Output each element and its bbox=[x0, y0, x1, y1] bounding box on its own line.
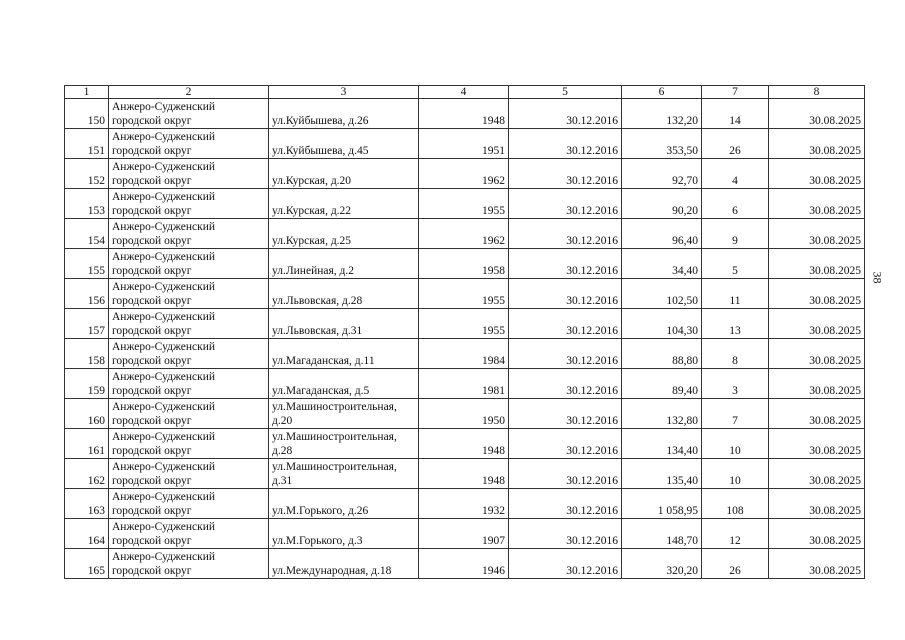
deadline-date-cell: 30.08.2025 bbox=[769, 309, 865, 339]
area-cell: 89,40 bbox=[622, 369, 702, 399]
residents-count-cell: 4 bbox=[702, 159, 769, 189]
inclusion-date-cell: 30.12.2016 bbox=[509, 219, 622, 249]
municipality-cell: Анжеро-Судженский городской округ bbox=[109, 459, 269, 489]
address-cell: ул.Куйбышева, д.26 bbox=[269, 99, 419, 129]
build-year-cell: 1948 bbox=[419, 459, 509, 489]
build-year-cell: 1907 bbox=[419, 519, 509, 549]
residents-count-cell: 26 bbox=[702, 129, 769, 159]
residents-count-cell: 6 bbox=[702, 189, 769, 219]
residents-count-cell: 10 bbox=[702, 459, 769, 489]
residents-count-cell: 9 bbox=[702, 219, 769, 249]
area-cell: 1 058,95 bbox=[622, 489, 702, 519]
inclusion-date-cell: 30.12.2016 bbox=[509, 279, 622, 309]
residents-count-cell: 13 bbox=[702, 309, 769, 339]
build-year-cell: 1981 bbox=[419, 369, 509, 399]
area-cell: 135,40 bbox=[622, 459, 702, 489]
row-number-cell: 156 bbox=[65, 279, 109, 309]
address-cell: ул.Машиностроительная, д.28 bbox=[269, 429, 419, 459]
deadline-date-cell: 30.08.2025 bbox=[769, 279, 865, 309]
inclusion-date-cell: 30.12.2016 bbox=[509, 489, 622, 519]
area-cell: 353,50 bbox=[622, 129, 702, 159]
row-number-cell: 163 bbox=[65, 489, 109, 519]
address-cell: ул.Курская, д.25 bbox=[269, 219, 419, 249]
municipality-cell: Анжеро-Судженский городской округ bbox=[109, 309, 269, 339]
area-cell: 88,80 bbox=[622, 339, 702, 369]
area-cell: 148,70 bbox=[622, 519, 702, 549]
row-number-cell: 151 bbox=[65, 129, 109, 159]
residents-count-cell: 26 bbox=[702, 549, 769, 579]
header-col-6: 6 bbox=[622, 86, 702, 99]
table-row bbox=[65, 399, 865, 429]
deadline-date-cell: 30.08.2025 bbox=[769, 549, 865, 579]
address-cell: ул.Машиностроительная, д.31 bbox=[269, 459, 419, 489]
municipality-cell: Анжеро-Судженский городской округ bbox=[109, 249, 269, 279]
address-cell: ул.Машиностроительная, д.20 bbox=[269, 399, 419, 429]
row-number-cell: 165 bbox=[65, 549, 109, 579]
deadline-date-cell: 30.08.2025 bbox=[769, 399, 865, 429]
table-row bbox=[65, 309, 865, 339]
row-number-cell: 154 bbox=[65, 219, 109, 249]
municipality-cell: Анжеро-Судженский городской округ bbox=[109, 129, 269, 159]
inclusion-date-cell: 30.12.2016 bbox=[509, 519, 622, 549]
housing-registry-table bbox=[64, 85, 865, 579]
build-year-cell: 1958 bbox=[419, 249, 509, 279]
header-row bbox=[65, 86, 865, 99]
deadline-date-cell: 30.08.2025 bbox=[769, 489, 865, 519]
address-cell: ул.Куйбышева, д.45 bbox=[269, 129, 419, 159]
row-number-cell: 152 bbox=[65, 159, 109, 189]
inclusion-date-cell: 30.12.2016 bbox=[509, 309, 622, 339]
build-year-cell: 1946 bbox=[419, 549, 509, 579]
build-year-cell: 1962 bbox=[419, 219, 509, 249]
municipality-cell: Анжеро-Судженский городской округ bbox=[109, 99, 269, 129]
build-year-cell: 1951 bbox=[419, 129, 509, 159]
inclusion-date-cell: 30.12.2016 bbox=[509, 549, 622, 579]
residents-count-cell: 3 bbox=[702, 369, 769, 399]
table-row bbox=[65, 279, 865, 309]
area-cell: 96,40 bbox=[622, 219, 702, 249]
row-number-cell: 155 bbox=[65, 249, 109, 279]
municipality-cell: Анжеро-Судженский городской округ bbox=[109, 399, 269, 429]
row-number-cell: 158 bbox=[65, 339, 109, 369]
row-number-cell: 157 bbox=[65, 309, 109, 339]
deadline-date-cell: 30.08.2025 bbox=[769, 189, 865, 219]
inclusion-date-cell: 30.12.2016 bbox=[509, 399, 622, 429]
address-cell: ул.М.Горького, д.3 bbox=[269, 519, 419, 549]
header-col-3: 3 bbox=[269, 86, 419, 99]
build-year-cell: 1948 bbox=[419, 429, 509, 459]
address-cell: ул.Международная, д.18 bbox=[269, 549, 419, 579]
inclusion-date-cell: 30.12.2016 bbox=[509, 339, 622, 369]
row-number-cell: 153 bbox=[65, 189, 109, 219]
municipality-cell: Анжеро-Судженский городской округ bbox=[109, 159, 269, 189]
deadline-date-cell: 30.08.2025 bbox=[769, 519, 865, 549]
row-number-cell: 150 bbox=[65, 99, 109, 129]
deadline-date-cell: 30.08.2025 bbox=[769, 249, 865, 279]
inclusion-date-cell: 30.12.2016 bbox=[509, 159, 622, 189]
inclusion-date-cell: 30.12.2016 bbox=[509, 429, 622, 459]
residents-count-cell: 5 bbox=[702, 249, 769, 279]
header-col-8: 8 bbox=[769, 86, 865, 99]
table-row bbox=[65, 429, 865, 459]
inclusion-date-cell: 30.12.2016 bbox=[509, 459, 622, 489]
table-row bbox=[65, 249, 865, 279]
residents-count-cell: 10 bbox=[702, 429, 769, 459]
municipality-cell: Анжеро-Судженский городской округ bbox=[109, 219, 269, 249]
row-number-cell: 164 bbox=[65, 519, 109, 549]
area-cell: 102,50 bbox=[622, 279, 702, 309]
table-header bbox=[65, 86, 865, 99]
address-cell: ул.М.Горького, д.26 bbox=[269, 489, 419, 519]
table-row bbox=[65, 219, 865, 249]
residents-count-cell: 8 bbox=[702, 339, 769, 369]
row-number-cell: 162 bbox=[65, 459, 109, 489]
build-year-cell: 1932 bbox=[419, 489, 509, 519]
inclusion-date-cell: 30.12.2016 bbox=[509, 369, 622, 399]
table-row bbox=[65, 189, 865, 219]
page-number: 38 bbox=[870, 271, 885, 284]
area-cell: 104,30 bbox=[622, 309, 702, 339]
residents-count-cell: 108 bbox=[702, 489, 769, 519]
inclusion-date-cell: 30.12.2016 bbox=[509, 249, 622, 279]
header-col-4: 4 bbox=[419, 86, 509, 99]
area-cell: 320,20 bbox=[622, 549, 702, 579]
inclusion-date-cell: 30.12.2016 bbox=[509, 189, 622, 219]
municipality-cell: Анжеро-Судженский городской округ bbox=[109, 339, 269, 369]
area-cell: 132,80 bbox=[622, 399, 702, 429]
header-col-1: 1 bbox=[65, 86, 109, 99]
area-cell: 132,20 bbox=[622, 99, 702, 129]
table-body bbox=[65, 99, 865, 579]
inclusion-date-cell: 30.12.2016 bbox=[509, 129, 622, 159]
table-row bbox=[65, 549, 865, 579]
address-cell: ул.Магаданская, д.5 bbox=[269, 369, 419, 399]
area-cell: 134,40 bbox=[622, 429, 702, 459]
deadline-date-cell: 30.08.2025 bbox=[769, 459, 865, 489]
address-cell: ул.Курская, д.20 bbox=[269, 159, 419, 189]
build-year-cell: 1950 bbox=[419, 399, 509, 429]
row-number-cell: 161 bbox=[65, 429, 109, 459]
deadline-date-cell: 30.08.2025 bbox=[769, 99, 865, 129]
municipality-cell: Анжеро-Судженский городской округ bbox=[109, 549, 269, 579]
deadline-date-cell: 30.08.2025 bbox=[769, 159, 865, 189]
build-year-cell: 1955 bbox=[419, 309, 509, 339]
deadline-date-cell: 30.08.2025 bbox=[769, 129, 865, 159]
residents-count-cell: 14 bbox=[702, 99, 769, 129]
header-col-5: 5 bbox=[509, 86, 622, 99]
area-cell: 90,20 bbox=[622, 189, 702, 219]
deadline-date-cell: 30.08.2025 bbox=[769, 369, 865, 399]
table-row bbox=[65, 369, 865, 399]
table-row bbox=[65, 159, 865, 189]
build-year-cell: 1955 bbox=[419, 279, 509, 309]
row-number-cell: 159 bbox=[65, 369, 109, 399]
residents-count-cell: 12 bbox=[702, 519, 769, 549]
deadline-date-cell: 30.08.2025 bbox=[769, 339, 865, 369]
build-year-cell: 1955 bbox=[419, 189, 509, 219]
address-cell: ул.Линейная, д.2 bbox=[269, 249, 419, 279]
build-year-cell: 1962 bbox=[419, 159, 509, 189]
table-row bbox=[65, 129, 865, 159]
header-col-7: 7 bbox=[702, 86, 769, 99]
table-row bbox=[65, 489, 865, 519]
build-year-cell: 1948 bbox=[419, 99, 509, 129]
build-year-cell: 1984 bbox=[419, 339, 509, 369]
municipality-cell: Анжеро-Судженский городской округ bbox=[109, 489, 269, 519]
table-row bbox=[65, 99, 865, 129]
area-cell: 92,70 bbox=[622, 159, 702, 189]
table-row bbox=[65, 459, 865, 489]
table-row bbox=[65, 519, 865, 549]
municipality-cell: Анжеро-Судженский городской округ bbox=[109, 429, 269, 459]
municipality-cell: Анжеро-Судженский городской округ bbox=[109, 519, 269, 549]
table-row bbox=[65, 339, 865, 369]
municipality-cell: Анжеро-Судженский городской округ bbox=[109, 279, 269, 309]
address-cell: ул.Курская, д.22 bbox=[269, 189, 419, 219]
deadline-date-cell: 30.08.2025 bbox=[769, 429, 865, 459]
area-cell: 34,40 bbox=[622, 249, 702, 279]
address-cell: ул.Львовская, д.28 bbox=[269, 279, 419, 309]
municipality-cell: Анжеро-Судженский городской округ bbox=[109, 369, 269, 399]
inclusion-date-cell: 30.12.2016 bbox=[509, 99, 622, 129]
deadline-date-cell: 30.08.2025 bbox=[769, 219, 865, 249]
residents-count-cell: 7 bbox=[702, 399, 769, 429]
residents-count-cell: 11 bbox=[702, 279, 769, 309]
header-col-2: 2 bbox=[109, 86, 269, 99]
row-number-cell: 160 bbox=[65, 399, 109, 429]
municipality-cell: Анжеро-Судженский городской округ bbox=[109, 189, 269, 219]
address-cell: ул.Львовская, д.31 bbox=[269, 309, 419, 339]
address-cell: ул.Магаданская, д.11 bbox=[269, 339, 419, 369]
